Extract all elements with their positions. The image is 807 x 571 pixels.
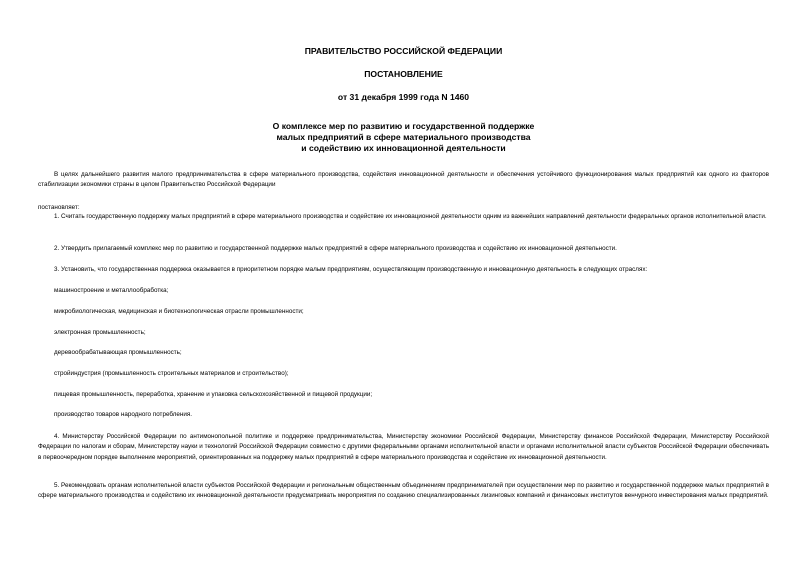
paragraph-2: 2. Утвердить прилагаемый комплекс мер по развитию и государственной поддержке малых предприятий в сфере материального производства и содействию их инновационной деятельности. [54, 245, 617, 252]
paragraph-1: 1. Считать государственную поддержку малых предприятий в сфере материального производства и содействие их инновационной деятельности одним из важнейших направлений деятельности федеральных органов исполнительной власти. [54, 213, 767, 220]
industry-item: микробиологическая, медицинская и биотехнологическая отрасли промышленности; [54, 308, 304, 315]
industry-item: электронная промышленность; [54, 329, 146, 336]
government-heading: ПРАВИТЕЛЬСТВО РОССИЙСКОЙ ФЕДЕРАЦИИ [304, 46, 503, 56]
document-title-line-3: и содействию их инновационной деятельности [301, 143, 506, 153]
industry-item: стройиндустрия (промышленность строительных материалов и строительство); [54, 370, 289, 377]
paragraph-3: 3. Установить, что государственная поддержка оказывается в приоритетном порядке малым предприятиям, осуществляющим производственную и инновационную деятельность в следующих отраслях: [54, 266, 648, 273]
document-title-line-2: малых предприятий в сфере материального производства [276, 132, 531, 142]
paragraph-4: 4. Министерству Российской Федерации по антимонопольной политике и поддержке предпринимательства, Министерству экономики Российской Федерации, Министерству финансов Российской Федерации, Министерству Российской Федерации по налогам и сборам, Министерству науки и технологий Российской Федерации совместно с другими федеральными органами исполнительной власти и органами исполнительной власти субъектов Российской Федерации обеспечивать в первоочередном порядке выполнение мероприятий, ориентированных на поддержку малых предприятий в сфере материального производства и содействие их инновационной деятельности. [38, 433, 769, 461]
industry-item: пищевая промышленность, переработка, хранение и упаковка сельскохозяйственной и пищевой продукции; [54, 391, 373, 398]
paragraph-5: 5. Рекомендовать органам исполнительной власти субъектов Российской Федерации и региональным общественным объединениям предпринимателей при осуществлении мер по развитию и государственной поддержке малых предприятий в сфере материального производства и содействию их инновационной деятельности предусматривать мероприятия по созданию специализированных лизинговых компаний и финансовых институтов венчурного инвестирования малых предприятий. [38, 482, 769, 500]
document-type-heading: ПОСТАНОВЛЕНИЕ [364, 69, 443, 79]
document-title-line-1: О комплексе мер по развитию и государственной поддержке [272, 121, 535, 131]
industry-item: производство товаров народного потребления. [54, 411, 193, 418]
document-date-number: от 31 декабря 1999 года N 1460 [337, 92, 470, 102]
resolves-word: постановляет: [38, 204, 80, 211]
intro-paragraph: В целях дальнейшего развития малого предпринимательства в сфере материального производства, содействия инновационной деятельности и обеспечения устойчивого функционирования малых предприятий как одного из факторов стабилизации экономики страны в целом Правительство Российской Федерации [38, 171, 769, 189]
industry-item: машиностроение и металлообработка; [54, 287, 169, 294]
industry-item: деревообрабатывающая промышленность; [54, 349, 182, 356]
